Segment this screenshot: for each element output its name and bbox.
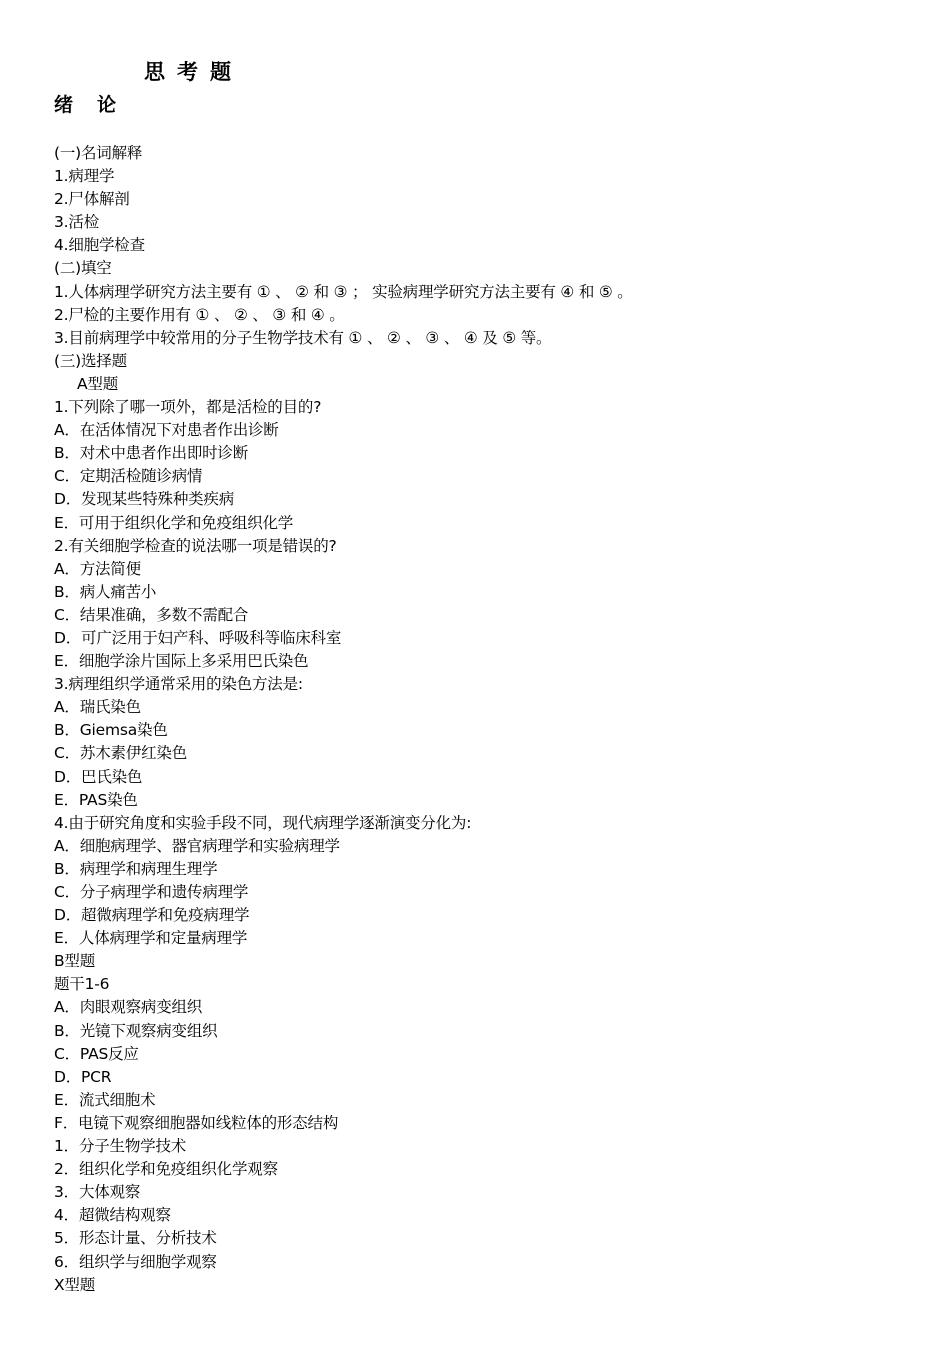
text-line: E．细胞学涂片国际上多采用巴氏染色	[54, 652, 309, 671]
text-line: E．可用于组织化学和免疫组织化学	[54, 513, 294, 532]
text-line: D．巴氏染色	[54, 767, 143, 786]
text-line: A．肉眼观察病变组织	[54, 998, 203, 1017]
text-line: E．流式细胞术	[54, 1090, 156, 1109]
text-line: A型题	[77, 374, 119, 393]
text-line: 2.有关细胞学检查的说法哪一项是错误的?	[54, 536, 337, 555]
text-line: (一)名词解释	[54, 144, 143, 162]
text-line: 4.细胞学检查	[54, 236, 145, 255]
text-line: 题干1-6	[54, 975, 110, 994]
text-line: 4．超微结构观察	[54, 1206, 171, 1225]
text-line: A．方法简便	[54, 559, 141, 578]
text-line: D．发现某些特殊种类疾病	[54, 490, 235, 509]
text-line: B型题	[54, 952, 96, 971]
text-line: 1.病理学	[54, 167, 115, 186]
text-line: (三)选择题	[54, 351, 127, 370]
text-line: F．电镜下观察细胞器如线粒体的形态结构	[54, 1113, 339, 1132]
content-lines	[54, 142, 934, 1297]
text-line: 3.目前病理学中较常用的分子生物学技术有 ① 、 ② 、 ③ 、 ④ 及 ⑤ 等。	[54, 328, 552, 347]
text-line: 6．组织学与细胞学观察	[54, 1252, 217, 1271]
text-line: D．可广泛用于妇产科、呼吸科等临床科室	[54, 628, 342, 647]
text-line: 3.活检	[54, 213, 99, 232]
text-line: 2.尸体解剖	[54, 190, 130, 209]
text-line: B．Giemsa染色	[54, 721, 168, 740]
text-line: A．细胞病理学、器官病理学和实验病理学	[54, 836, 340, 855]
text-line: 1.人体病理学研究方法主要有 ① 、 ② 和 ③ ； 实验病理学研究方法主要有 ④ 和 ⑤ 。	[54, 282, 633, 301]
text-line: B．光镜下观察病变组织	[54, 1021, 218, 1040]
text-line: A．在活体情况下对患者作出诊断	[54, 421, 279, 440]
text-line: E．人体病理学和定量病理学	[54, 929, 248, 948]
text-line: C．定期活检随诊病情	[54, 467, 203, 486]
text-line: C．结果准确，多数不需配合	[54, 605, 249, 624]
text-line: 1.下列除了哪一项外，都是活检的目的?	[54, 398, 322, 417]
page-title: 思考题	[144, 60, 243, 84]
text-line: B．病人痛苦小	[54, 582, 157, 601]
text-line: X型题	[54, 1275, 96, 1294]
text-line: 3.病理组织学通常采用的染色方法是:	[54, 675, 303, 694]
text-line: E．PAS染色	[54, 790, 138, 809]
text-line: 1．分子生物学技术	[54, 1137, 187, 1156]
text-line: B．对术中患者作出即时诊断	[54, 444, 249, 463]
text-line: D．超微病理学和免疫病理学	[54, 906, 250, 925]
text-line: 3．大体观察	[54, 1183, 141, 1202]
text-line: C．分子病理学和遗传病理学	[54, 883, 249, 901]
text-line: D．PCR	[54, 1067, 112, 1086]
text-line: A．瑞氏染色	[54, 698, 141, 717]
text-line: C．PAS反应	[54, 1044, 139, 1063]
text-line: (二)填空	[54, 259, 112, 278]
text-line: 5．形态计量、分析技术	[54, 1229, 217, 1248]
text-line: 4.由于研究角度和实验手段不同，现代病理学逐渐演变分化为:	[54, 813, 472, 832]
text-line: B．病理学和病理生理学	[54, 859, 218, 878]
text-line: 2．组织化学和免疫组织化学观察	[54, 1160, 278, 1179]
chapter-title: 绪论	[54, 94, 141, 116]
text-line: C．苏木素伊红染色	[54, 744, 188, 763]
text-line: 2.尸检的主要作用有 ① 、 ② 、 ③ 和 ④ 。	[54, 305, 345, 324]
